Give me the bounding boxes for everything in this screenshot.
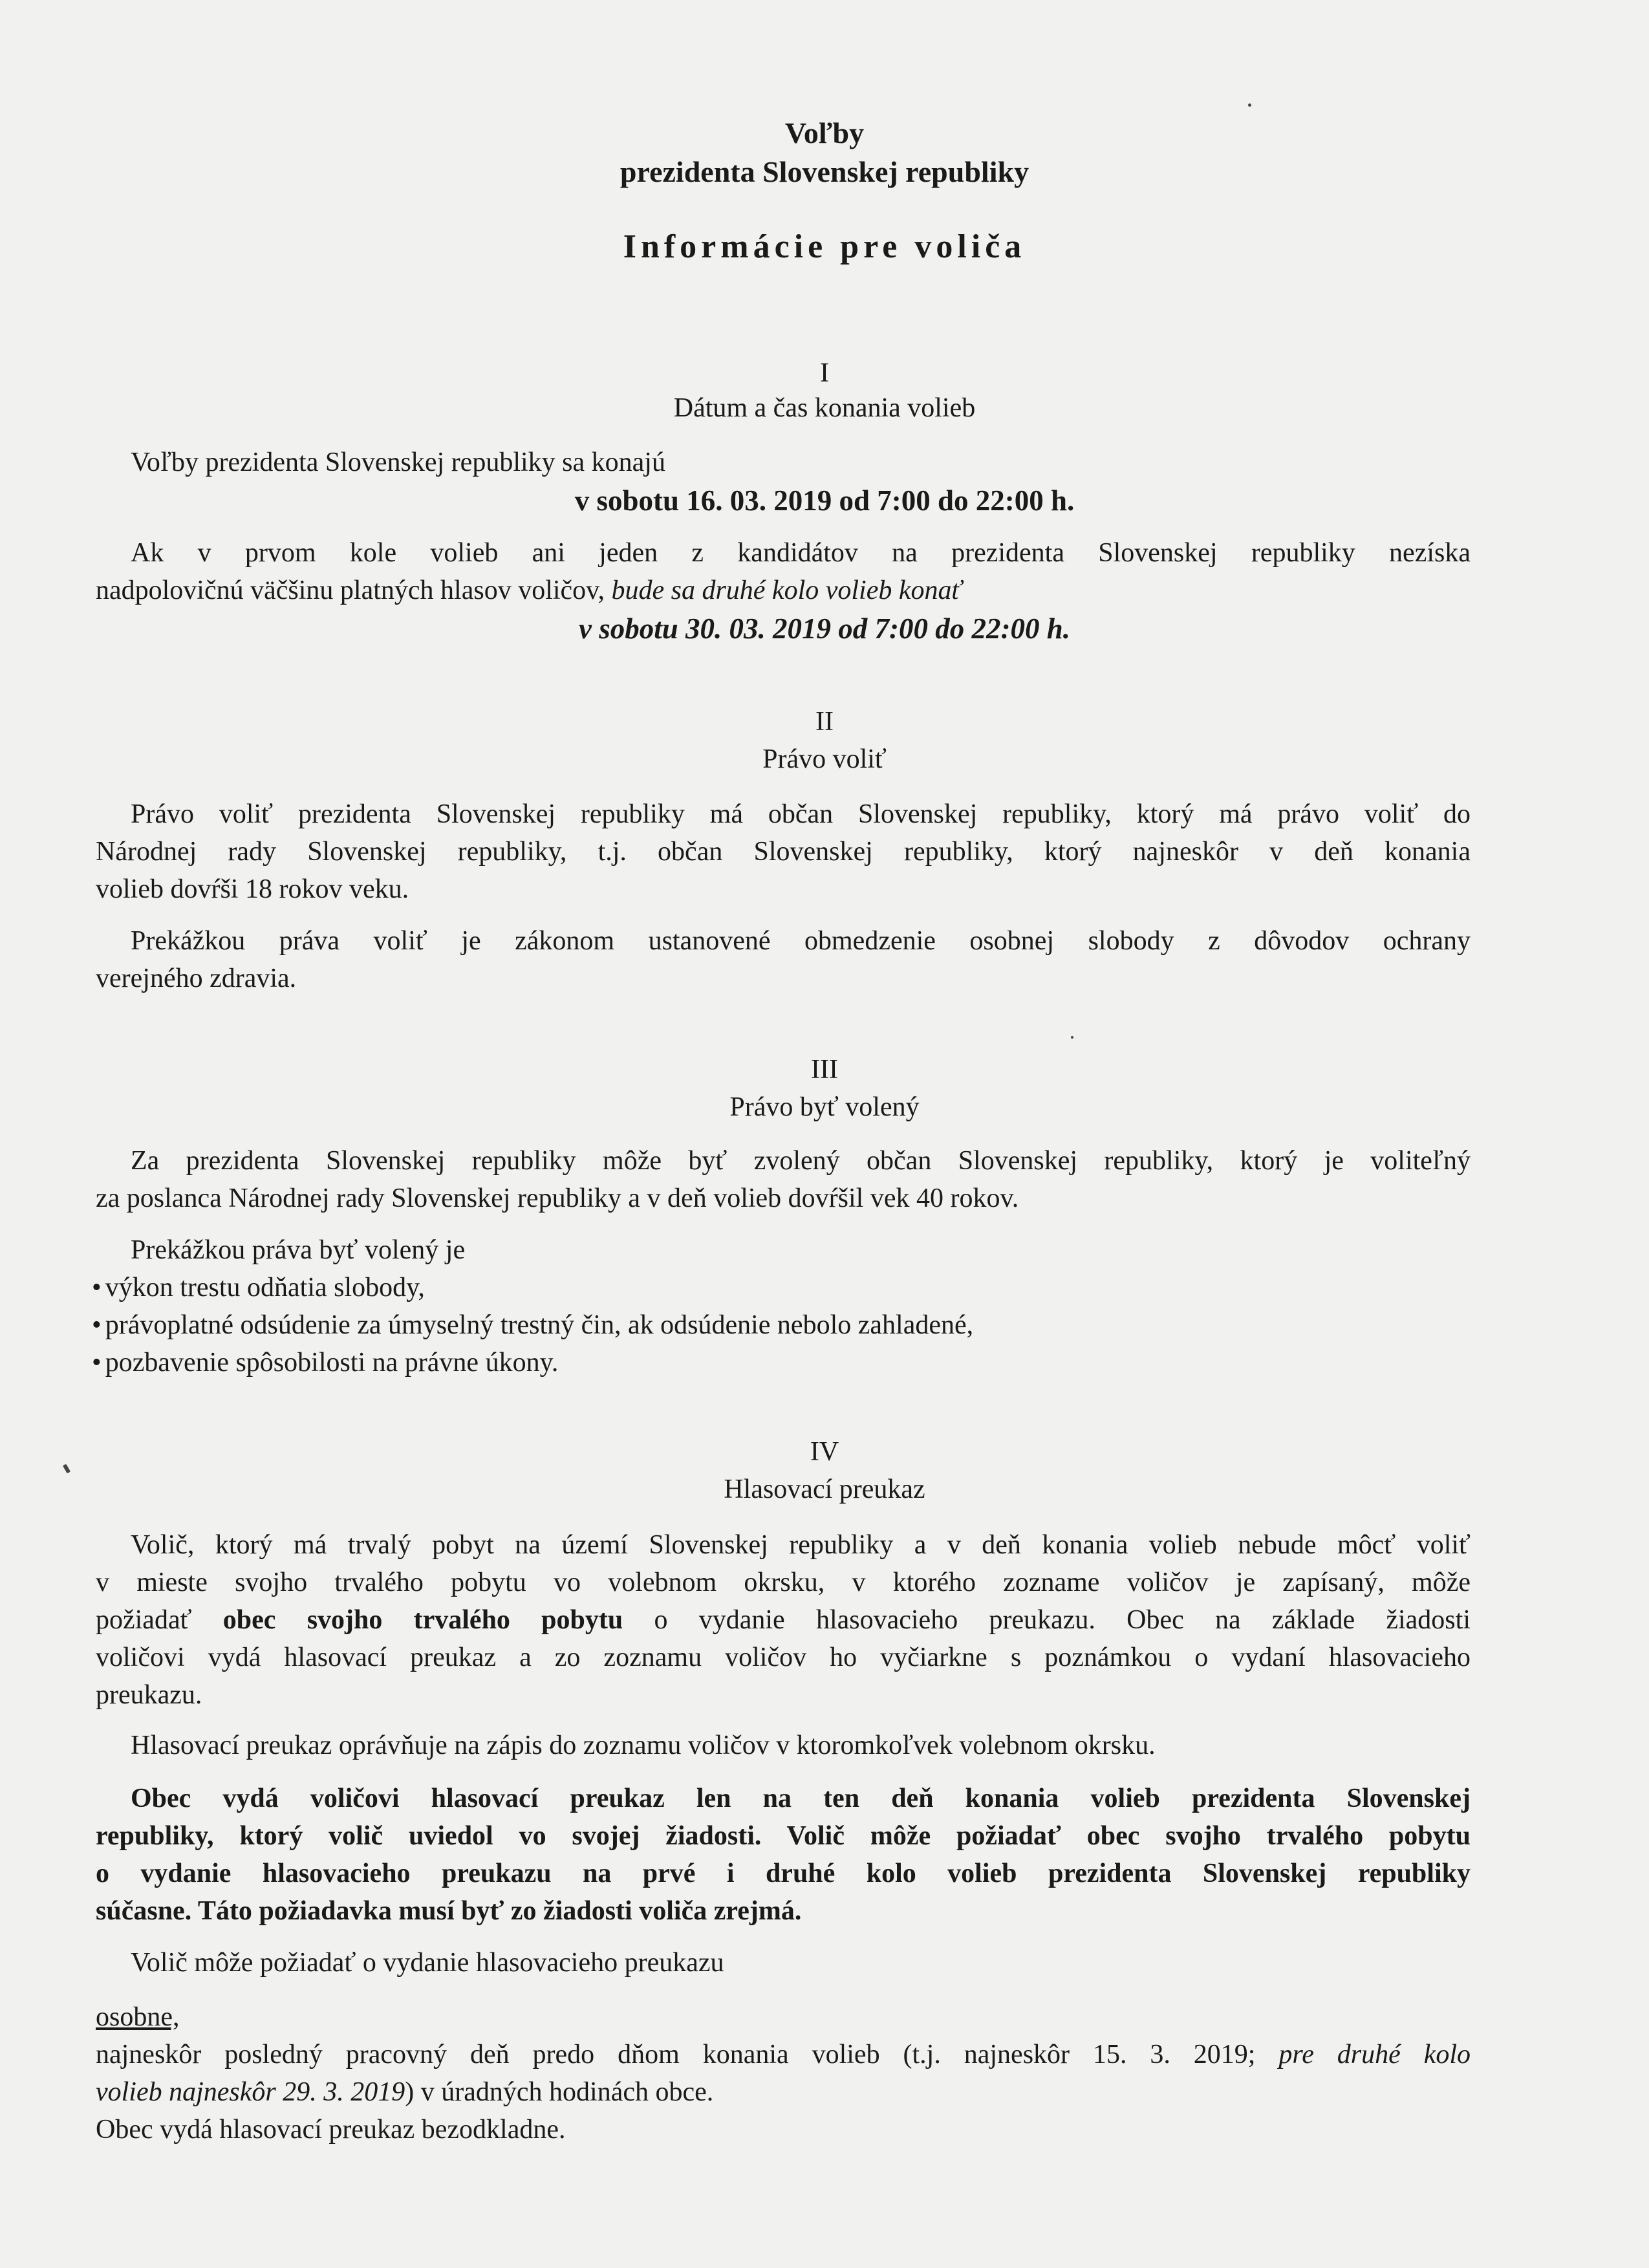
s4-p1-l3-a: požiadať	[96, 1605, 192, 1635]
scan-speck	[1248, 103, 1251, 107]
scan-speck	[1071, 1036, 1073, 1039]
s4-p1-l3-bold: obec svojho trvalého pobytu	[222, 1605, 623, 1635]
section-2-title: Právo voliť	[762, 744, 887, 774]
s4-paragraph-3-line4: súčasne. Táto požiadavka musí byť zo žiadosti voliča zrejmá.	[96, 1896, 802, 1926]
s2-paragraph-1-line3: volieb dovŕši 18 rokov veku.	[96, 874, 409, 904]
s4-paragraph-5-line2	[96, 2073, 1471, 2111]
s4-paragraph-1-line4: voličovi vydá hlasovací preukaz a zo zoznamu voličov ho vyčiarkne s poznámkou o vydaní hlasovacieho	[96, 1643, 1471, 1672]
s4-paragraph-2: Hlasovací preukaz oprávňuje na zápis do zoznamu voličov v ktoromkoľvek volebnom okrsku.	[131, 1731, 1156, 1760]
s4-paragraph-6: Obec vydá hlasovací preukaz bezodkladne.	[96, 2115, 566, 2144]
s1-first-round-date: v sobotu 16. 03. 2019 od 7:00 do 22:00 h.	[574, 484, 1075, 517]
s3-paragraph-1-line2: za poslanca Národnej rady Slovenskej republiky a v deň volieb dovŕšil vek 40 rokov.	[96, 1183, 1019, 1213]
document-title-line1: Voľby	[784, 116, 865, 149]
s4-p5-l1-italic: pre druhé kolo	[1278, 2040, 1471, 2069]
s4-paragraph-3-line2: republiky, ktorý volič uviedol vo svojej žiadosti. Volič môže požiadať obec svojho trvalého pobytu	[96, 1821, 1471, 1851]
s3-bullet-1: • výkon trestu odňatia slobody,	[92, 1269, 425, 1306]
section-4-title: Hlasovací preukaz	[724, 1474, 925, 1504]
s4-p5-l2-text: ) v úradných hodinách obce.	[405, 2077, 714, 2107]
s3-bullet-2: • právoplatné odsúdenie za úmyselný trestný čin, ak odsúdenie nebolo zahladené,	[92, 1306, 973, 1344]
s1-paragraph-2-line2	[96, 572, 1471, 609]
s1-paragraph-2-line1: Ak v prvom kole volieb ani jeden z kandidátov na prezidenta Slovenskej republiky nezíska	[131, 538, 1471, 568]
s4-paragraph-3-line1: Obec vydá voličovi hlasovací preukaz len na ten deň konania volieb prezidenta Slovenskej	[131, 1784, 1471, 1813]
section-3-number: III	[811, 1055, 838, 1085]
s4-paragraph-1-line5: preukazu.	[96, 1680, 202, 1710]
section-2-number: II	[815, 707, 834, 737]
s4-p5-l1-text: najneskôr posledný pracovný deň predo dňom konania volieb (t.j. najneskôr 15. 3. 2019;	[96, 2040, 1256, 2069]
document-subtitle: Informácie pre voliča	[623, 228, 1026, 265]
s2-paragraph-1-line2: Národnej rady Slovenskej republiky, t.j. občan Slovenskej republiky, ktorý najneskôr v deň konania	[96, 837, 1471, 867]
s3-bullet-3: • pozbavenie spôsobilosti na právne úkony.	[92, 1344, 558, 1381]
s2-paragraph-2-line1: Prekážkou práva voliť je zákonom ustanovené obmedzenie osobnej slobody z dôvodov ochrany	[131, 926, 1471, 956]
s4-paragraph-3-line3: o vydanie hlasovacieho preukazu na prvé i druhé kolo volieb prezidenta Slovenskej republiky	[96, 1859, 1471, 1888]
s4-paragraph-1-line3	[96, 1601, 1471, 1639]
s1-p2-text: nadpolovičnú väčšinu platných hlasov voličov,	[96, 576, 605, 605]
s2-paragraph-1-line1: Právo voliť prezidenta Slovenskej republiky má občan Slovenskej republiky, ktorý má právo voliť do	[131, 799, 1471, 829]
section-4-number: IV	[810, 1437, 839, 1467]
document-title-line2: prezidenta Slovenskej republiky	[620, 155, 1029, 188]
s3-paragraph-2: Prekážkou práva byť volený je	[131, 1235, 466, 1265]
section-1-number: I	[820, 358, 829, 388]
s4-paragraph-4: Volič môže požiadať o vydanie hlasovacieho preukazu	[131, 1948, 724, 1978]
s1-second-round-date: v sobotu 30. 03. 2019 od 7:00 do 22:00 h.	[578, 612, 1070, 645]
s4-osobne-label: osobne,	[96, 2002, 180, 2032]
s1-paragraph-1: Voľby prezidenta Slovenskej republiky sa konajú	[131, 448, 665, 477]
s4-p1-l3-c: o vydanie hlasovacieho preukazu. Obec na základe žiadosti	[654, 1605, 1471, 1635]
s2-paragraph-2-line2: verejného zdravia.	[96, 964, 297, 993]
section-1-title: Dátum a čas konania volieb	[673, 393, 976, 423]
section-3-title: Právo byť volený	[729, 1092, 920, 1122]
s3-paragraph-1-line1: Za prezidenta Slovenskej republiky môže byť zvolený občan Slovenskej republiky, ktorý je voliteľný	[131, 1146, 1471, 1176]
s4-p5-l2-italic: volieb najneskôr 29. 3. 2019	[96, 2077, 405, 2107]
s4-paragraph-1-line2: v mieste svojho trvalého pobytu vo volebnom okrsku, v ktorého zozname voličov je zapísaný, môže	[96, 1568, 1471, 1597]
s1-p2-italic: bude sa druhé kolo volieb konať	[611, 576, 962, 605]
s4-paragraph-1-line1: Volič, ktorý má trvalý pobyt na území Slovenskej republiky a v deň konania volieb nebude môcť voliť	[131, 1530, 1471, 1560]
s4-paragraph-5-line1	[96, 2036, 1471, 2073]
